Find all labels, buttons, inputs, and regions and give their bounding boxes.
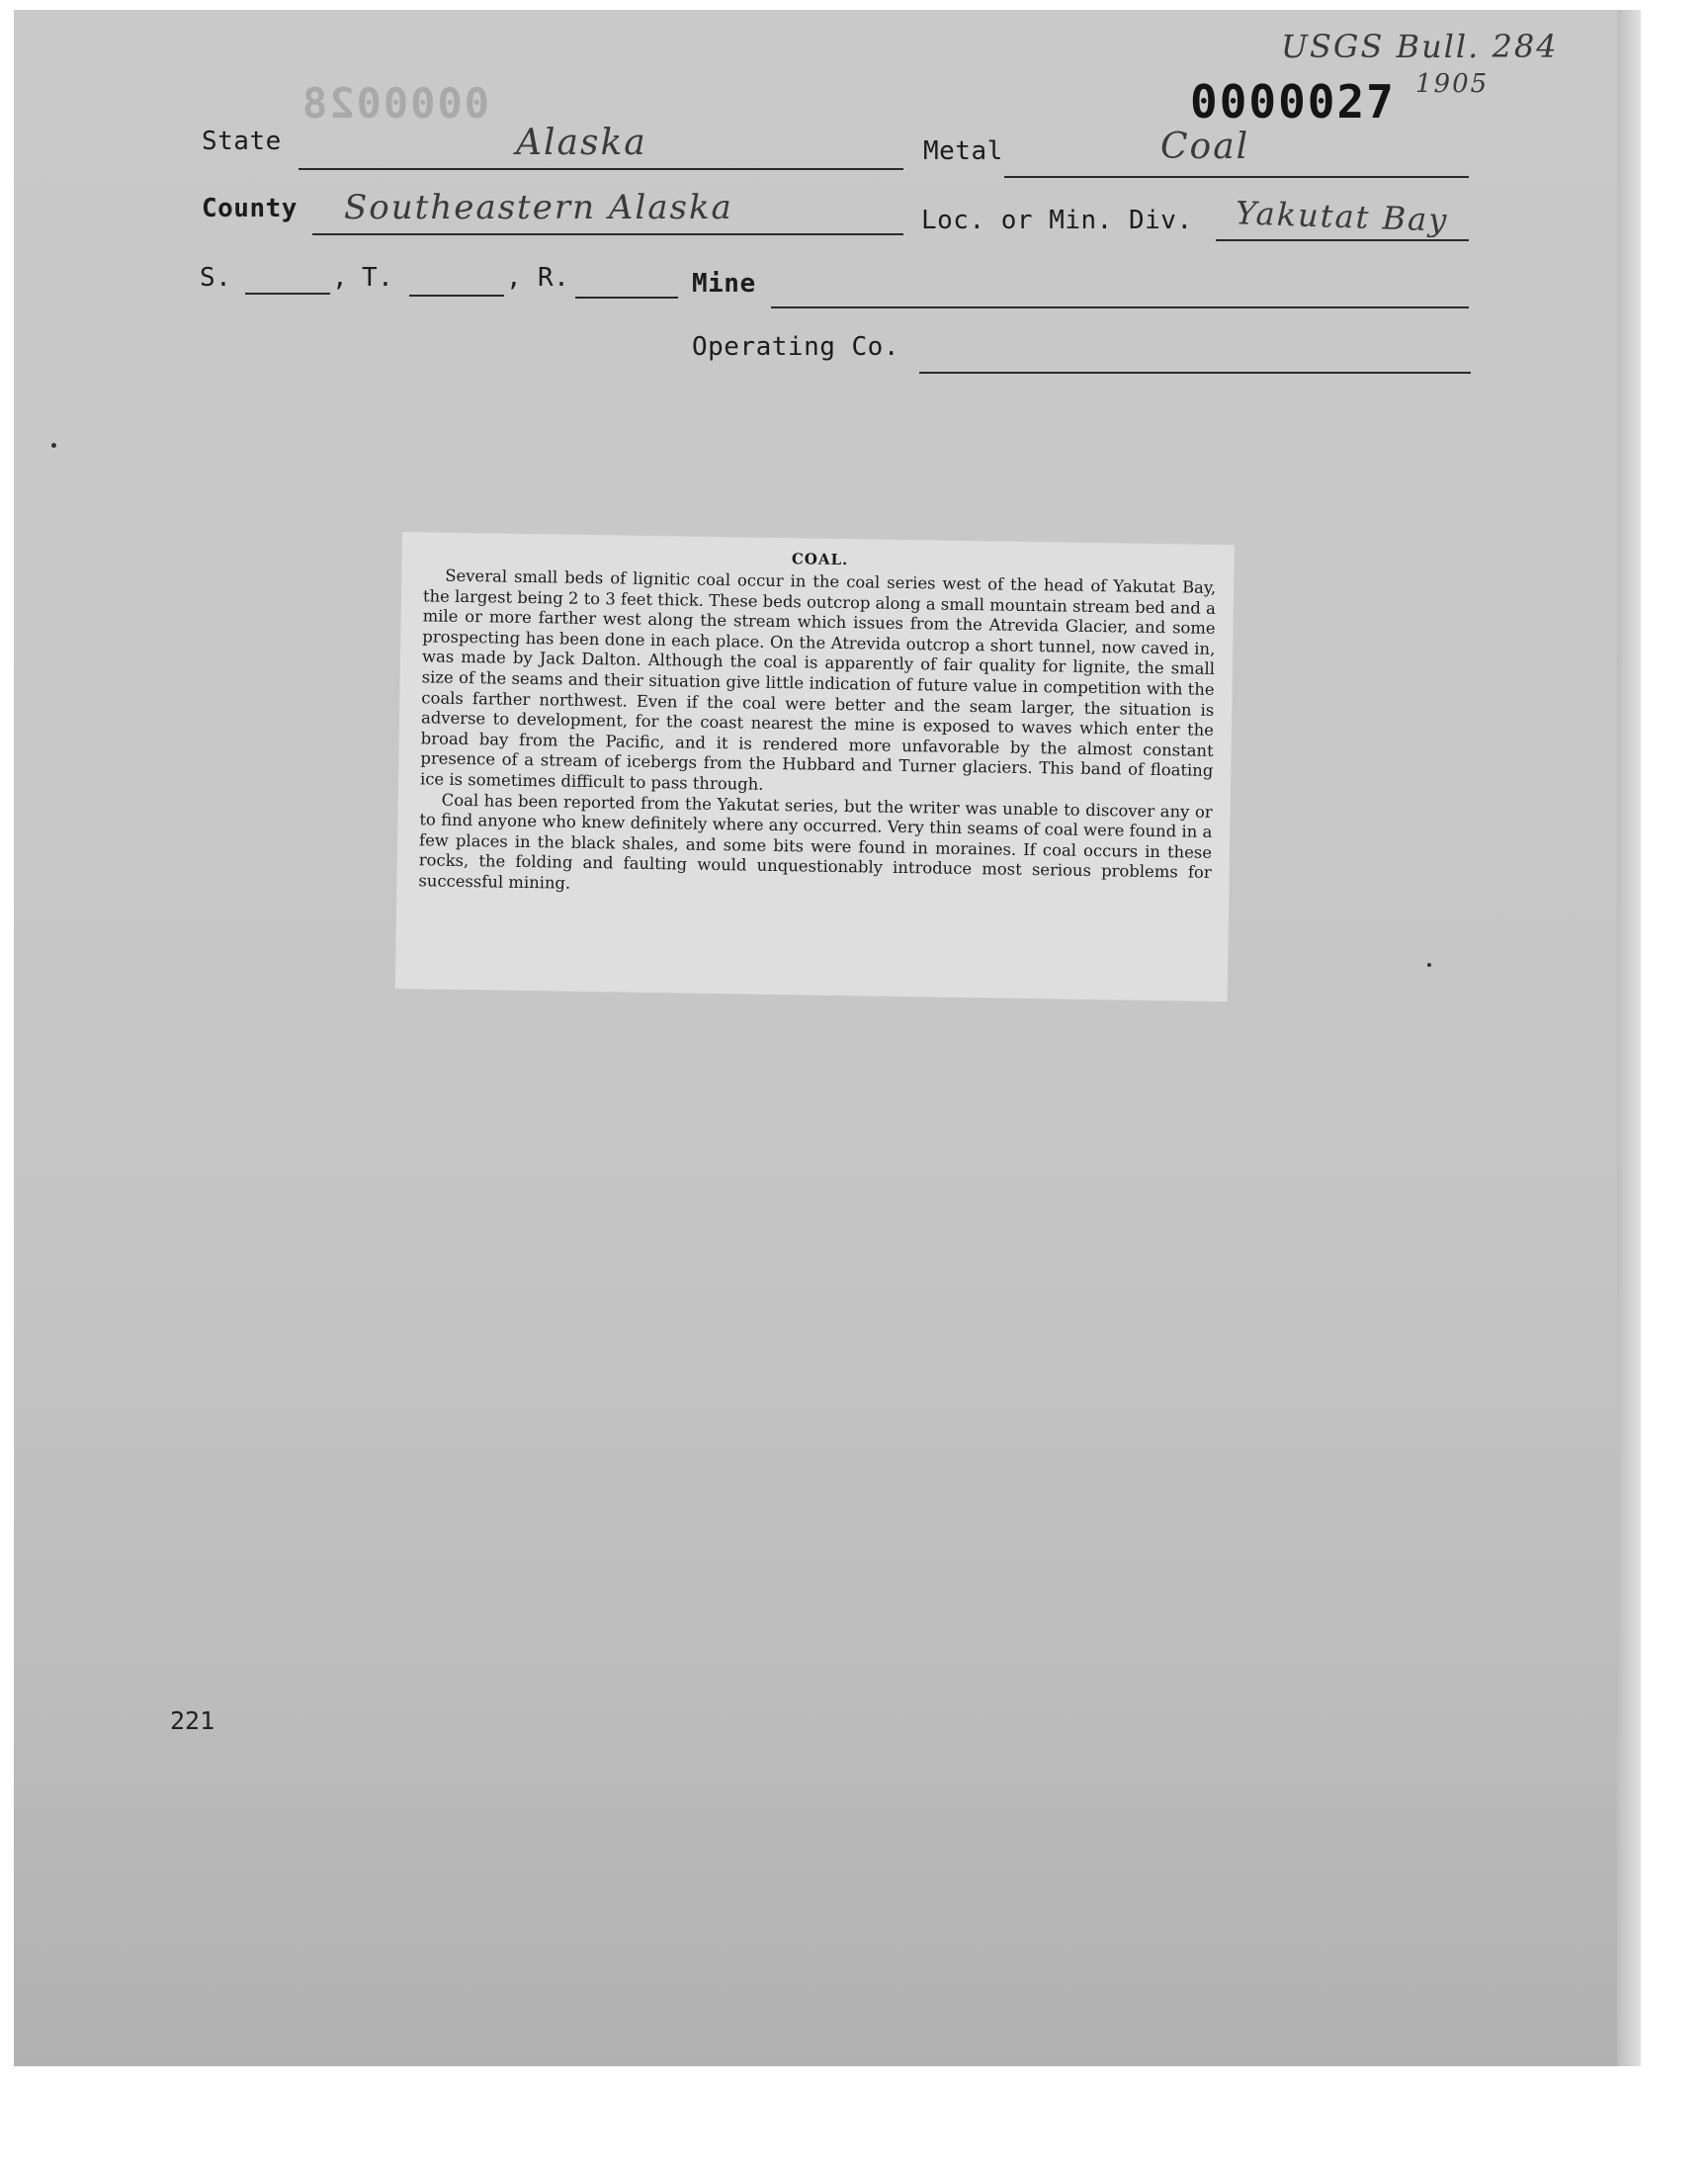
range-label: R.: [538, 263, 570, 293]
state-label: State: [202, 127, 282, 156]
section-line: [245, 293, 330, 295]
ghost-stamp: [300, 79, 489, 128]
township-line: [409, 295, 504, 297]
county-label: County: [202, 194, 298, 223]
clipping-paragraph-1: Several small beds of lignitic coal occur in the coal series west of the head of Yakutat Bay, the largest being 2 to 3 feet thick. These beds outcrop along a small mountain stream bed and a mile or more farther west along the stream which issues from the Atrevida Glacier, and some prospecting has been done in each place. On the Atrevida outcrop a short tunnel, now caved in, was made by Jack Dalton. Although the coal is apparently of fair quality for lignite, the small size of the seams and their situation give little indication of future value in competition with the coals farther northwest. Even if the coal were better and the seam larger, the situation is adverse to development, for the coast nearest the mine is exposed to waves which enter the broad bay from the Pacific, and it is rendered more unfavorable by the almost constant presence of a stream of icebergs from the Hubbard and Turner glaciers. This band of floating ice is sometimes difficult to pass through.: [419, 566, 1217, 794]
clipping-title: COAL.: [791, 550, 849, 569]
metal-line: [1004, 176, 1469, 178]
section-label: S.: [200, 263, 232, 293]
state-line: [299, 168, 903, 170]
metal-value: Coal: [1160, 127, 1250, 167]
loc-value: Yakutat Bay: [1235, 194, 1449, 239]
record-number-stamp: 0000027: [1190, 75, 1396, 129]
stray-mark: [1427, 963, 1431, 967]
loc-label: Loc. or Min. Div.: [921, 206, 1193, 235]
county-line: [312, 233, 903, 235]
clipping-paragraph-2: Coal has been reported from the Yakutat series, but the writer was unable to discover any or to find anyone who knew definitely where any occurred. Very thin seams of coal were found in a few places in the black shales, and some bits were found in moraines. If coal occurs in these rocks, the folding and faulting would unquestionably introduce most serious problems for successful mining.: [418, 790, 1213, 893]
mine-label: Mine: [692, 269, 756, 299]
stray-mark: [51, 443, 56, 448]
state-value: Alaska: [516, 123, 647, 163]
year-note: 1905: [1415, 69, 1490, 99]
loc-line: [1216, 239, 1469, 241]
township-label: T.: [362, 263, 394, 293]
range-line: [575, 297, 678, 299]
clipping: [395, 532, 1235, 1001]
ghost-stamp-number: 0000028: [300, 79, 490, 128]
section-comma: ,: [332, 263, 349, 293]
sheet-edge: [1617, 10, 1641, 2066]
page-number: 221: [170, 1706, 215, 1735]
mine-line: [771, 306, 1469, 308]
township-comma: ,: [506, 263, 523, 293]
source-note: USGS Bull. 284: [1281, 28, 1559, 65]
operating-co-label: Operating Co.: [692, 332, 899, 362]
metal-label: Metal: [923, 136, 1003, 166]
county-value: Southeastern Alaska: [344, 188, 733, 227]
document-sheet: [14, 10, 1641, 2066]
operating-co-line: [919, 372, 1471, 374]
